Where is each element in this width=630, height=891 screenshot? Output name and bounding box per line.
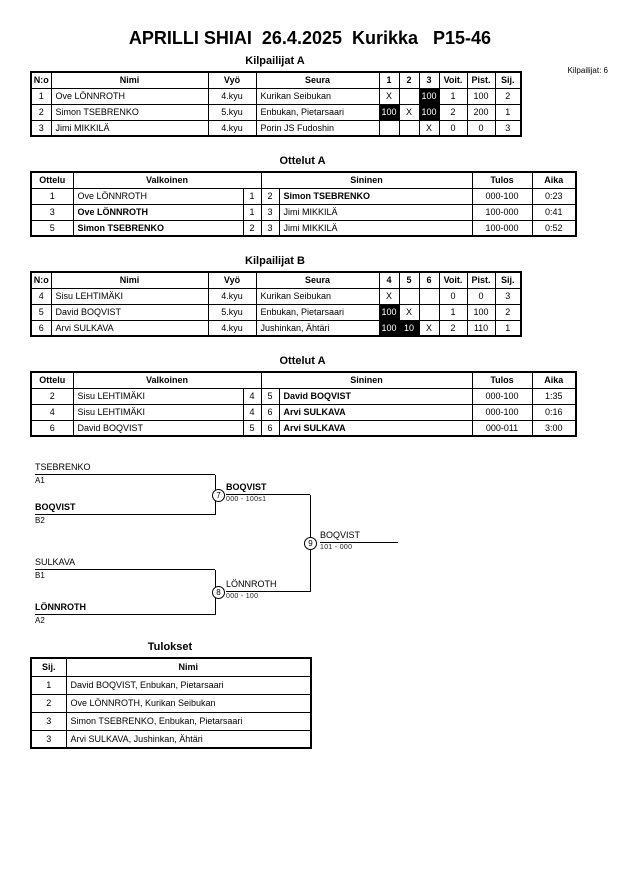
result-cell: [419, 304, 439, 320]
blue-competitor-number: 3: [261, 204, 279, 220]
match-score: 000-011: [472, 420, 532, 436]
pool-b-heading: Kilpailijat B: [245, 255, 305, 267]
place-cell: 1: [495, 104, 521, 120]
bracket-slot-seed: A1: [35, 476, 45, 485]
bracket-score: 101 - 000: [320, 544, 353, 551]
result-row: [31, 730, 311, 748]
bracket-match-number-9: 9: [304, 537, 317, 550]
match-score: 100-000: [472, 204, 532, 220]
result-name: David BOQVIST, Enbukan, Pietarsaari: [66, 676, 311, 694]
col-header-points: Pist.: [467, 272, 495, 288]
wins-cell: 2: [439, 104, 467, 120]
competitor-name: Ove LÖNNROTH: [51, 88, 208, 104]
blue-competitor-name: Arvi SULKAVA: [279, 420, 472, 436]
col-header-name: Nimi: [51, 272, 208, 288]
place-cell: 3: [495, 288, 521, 304]
match-score: 000-100: [472, 388, 532, 404]
match-score: 100-000: [472, 220, 532, 236]
bracket-slot-seed: B2: [35, 516, 45, 525]
bracket-slot-seed: B1: [35, 571, 45, 580]
competitor-number: 3: [31, 120, 51, 136]
col-header-r2: 5: [399, 272, 419, 288]
col-header-time: Aika: [532, 372, 576, 388]
competitor-club: Kurikan Seibukan: [256, 288, 379, 304]
competitor-row: [31, 104, 521, 120]
bracket-slot-name: TSEBRENKO: [35, 462, 215, 475]
white-competitor-name: David BOQVIST: [73, 420, 243, 436]
matches-a-heading: Ottelut A: [279, 155, 326, 167]
col-header-white: Valkoinen: [73, 372, 261, 388]
match-row: [31, 220, 576, 236]
result-cell: [399, 120, 419, 136]
bracket-winner-name: LÖNNROTH: [226, 579, 310, 592]
white-competitor-name: Ove LÖNNROTH: [73, 188, 243, 204]
match-score: 000-100: [472, 404, 532, 420]
result-cell: 100: [379, 320, 399, 336]
matches-b-header-row: [31, 372, 576, 388]
wins-cell: 2: [439, 320, 467, 336]
competitor-row: [31, 88, 521, 104]
pool-a-header-row: [31, 72, 521, 88]
match-row: [31, 388, 576, 404]
match-number: 3: [31, 204, 73, 220]
col-header-r1: 1: [379, 72, 399, 88]
result-cell: [399, 288, 419, 304]
competitor-club: Jushinkan, Ähtäri: [256, 320, 379, 336]
white-competitor-name: Simon TSEBRENKO: [73, 220, 243, 236]
results-header-row: [31, 658, 311, 676]
result-cell: X: [399, 304, 419, 320]
pool-b-table: [30, 271, 522, 337]
wins-cell: 1: [439, 88, 467, 104]
result-cell: 10: [399, 320, 419, 336]
result-cell: 100: [419, 88, 439, 104]
col-header-blue: Sininen: [261, 372, 472, 388]
result-cell: 100: [379, 104, 399, 120]
result-name: Arvi SULKAVA, Jushinkan, Ähtäri: [66, 730, 311, 748]
match-number: 1: [31, 188, 73, 204]
competitor-belt: 5.kyu: [208, 104, 256, 120]
wins-cell: 1: [439, 304, 467, 320]
result-place: 2: [31, 694, 66, 712]
pool-a-table: [30, 71, 522, 137]
bracket-slot-name: LÖNNROTH: [35, 602, 215, 615]
result-cell: [379, 120, 399, 136]
bracket-winner-name: BOQVIST: [226, 482, 310, 495]
match-time: 0:16: [532, 404, 576, 420]
competitor-name: Arvi SULKAVA: [51, 320, 208, 336]
result-cell: 100: [419, 104, 439, 120]
result-cell: X: [379, 288, 399, 304]
white-competitor-number: 1: [243, 204, 261, 220]
place-cell: 2: [495, 88, 521, 104]
col-header-score: Tulos: [472, 372, 532, 388]
blue-competitor-name: David BOQVIST: [279, 388, 472, 404]
col-header-r1: 4: [379, 272, 399, 288]
col-header-blue: Sininen: [261, 172, 472, 188]
blue-competitor-number: 5: [261, 388, 279, 404]
wins-cell: 0: [439, 288, 467, 304]
col-header-club: Seura: [256, 272, 379, 288]
bracket-node-8: [226, 579, 310, 600]
points-cell: 0: [467, 288, 495, 304]
matches-a-table: [30, 171, 577, 237]
points-cell: 100: [467, 304, 495, 320]
place-cell: 2: [495, 304, 521, 320]
match-number: 6: [31, 420, 73, 436]
competitor-row: [31, 288, 521, 304]
white-competitor-number: 5: [243, 420, 261, 436]
match-number: 4: [31, 404, 73, 420]
match-time: 3:00: [532, 420, 576, 436]
pool-b-header-row: [31, 272, 521, 288]
competitor-name: Jimi MIKKILÄ: [51, 120, 208, 136]
white-competitor-name: Sisu LEHTIMÄKI: [73, 388, 243, 404]
result-place: 3: [31, 712, 66, 730]
competitor-belt: 4.kyu: [208, 288, 256, 304]
col-header-club: Seura: [256, 72, 379, 88]
col-header-no: N:o: [31, 72, 51, 88]
page-title: APRILLI SHIAI 26.4.2025 Kurikka P15-46: [128, 28, 492, 48]
competitor-belt: 4.kyu: [208, 120, 256, 136]
blue-competitor-name: Jimi MIKKILÄ: [279, 204, 472, 220]
white-competitor-name: Ove LÖNNROTH: [73, 204, 243, 220]
points-cell: 100: [467, 88, 495, 104]
result-cell: [419, 288, 439, 304]
result-name: Simon TSEBRENKO, Enbukan, Pietarsaari: [66, 712, 311, 730]
result-cell: X: [419, 120, 439, 136]
competitor-club: Kurikan Seibukan: [256, 88, 379, 104]
competitor-name: Sisu LEHTIMÄKI: [51, 288, 208, 304]
result-place: 1: [31, 676, 66, 694]
bracket-winner-name: BOQVIST: [320, 530, 398, 543]
white-competitor-number: 2: [243, 220, 261, 236]
wins-cell: 0: [439, 120, 467, 136]
white-competitor-number: 1: [243, 188, 261, 204]
result-row: [31, 694, 311, 712]
result-name: Ove LÖNNROTH, Kurikan Seibukan: [66, 694, 311, 712]
competitor-club: Porin JS Fudoshin: [256, 120, 379, 136]
competitor-row: [31, 320, 521, 336]
col-header-score: Tulos: [472, 172, 532, 188]
col-header-place: Sij.: [495, 72, 521, 88]
bracket-match-number-8: 8: [212, 586, 225, 599]
result-cell: X: [379, 88, 399, 104]
result-cell: [399, 88, 419, 104]
bracket-score: 000 - 100: [226, 593, 259, 600]
competitor-number: 1: [31, 88, 51, 104]
col-header-name: Nimi: [66, 658, 311, 676]
place-cell: 3: [495, 120, 521, 136]
result-cell: X: [399, 104, 419, 120]
match-time: 0:52: [532, 220, 576, 236]
col-header-r3: 6: [419, 272, 439, 288]
col-header-name: Nimi: [51, 72, 208, 88]
points-cell: 200: [467, 104, 495, 120]
competitor-number: 4: [31, 288, 51, 304]
col-header-white: Valkoinen: [73, 172, 261, 188]
pool-a-heading: Kilpailijat A: [245, 55, 305, 67]
match-score: 000-100: [472, 188, 532, 204]
match-row: [31, 420, 576, 436]
result-row: [31, 676, 311, 694]
bracket-slot-name: BOQVIST: [35, 502, 215, 515]
bracket-node-9: [320, 530, 398, 551]
competitor-belt: 5.kyu: [208, 304, 256, 320]
match-time: 1:35: [532, 388, 576, 404]
col-header-belt: Vyö: [208, 272, 256, 288]
blue-competitor-number: 3: [261, 220, 279, 236]
competitor-belt: 4.kyu: [208, 320, 256, 336]
results-table: [30, 657, 312, 749]
competitor-row: [31, 120, 521, 136]
bracket-slot-name: SULKAVA: [35, 557, 215, 570]
competitor-name: Simon TSEBRENKO: [51, 104, 208, 120]
col-header-belt: Vyö: [208, 72, 256, 88]
competitor-name: David BOQVIST: [51, 304, 208, 320]
white-competitor-name: Sisu LEHTIMÄKI: [73, 404, 243, 420]
result-place: 3: [31, 730, 66, 748]
match-number: 5: [31, 220, 73, 236]
competitor-club: Enbukan, Pietarsaari: [256, 104, 379, 120]
final-bracket: [30, 457, 600, 637]
results-heading: Tulokset: [147, 641, 193, 653]
competitor-number: 6: [31, 320, 51, 336]
col-header-points: Pist.: [467, 72, 495, 88]
bracket-score: 000 - 100s1: [226, 496, 267, 503]
bracket-slot-b1: [35, 557, 215, 580]
match-row: [31, 404, 576, 420]
col-header-place: Sij.: [31, 658, 66, 676]
competitor-belt: 4.kyu: [208, 88, 256, 104]
competitor-number: 2: [31, 104, 51, 120]
blue-competitor-name: Arvi SULKAVA: [279, 404, 472, 420]
col-header-time: Aika: [532, 172, 576, 188]
col-header-match: Ottelu: [31, 172, 73, 188]
competitor-number: 5: [31, 304, 51, 320]
points-cell: 0: [467, 120, 495, 136]
col-header-wins: Voit.: [439, 272, 467, 288]
blue-competitor-name: Jimi MIKKILÄ: [279, 220, 472, 236]
competitor-club: Enbukan, Pietarsaari: [256, 304, 379, 320]
bracket-match-number-7: 7: [212, 489, 225, 502]
bracket-slot-a1: [35, 462, 215, 485]
bracket-slot-seed: A2: [35, 616, 45, 625]
blue-competitor-number: 6: [261, 420, 279, 436]
col-header-r3: 3: [419, 72, 439, 88]
matches-a-header-row: [31, 172, 576, 188]
participants-count-note: Kilpailijat: 6: [567, 66, 608, 75]
match-row: [31, 204, 576, 220]
competitor-row: [31, 304, 521, 320]
result-cell: X: [419, 320, 439, 336]
col-header-wins: Voit.: [439, 72, 467, 88]
matches-b-table: [30, 371, 577, 437]
blue-competitor-name: Simon TSEBRENKO: [279, 188, 472, 204]
col-header-no: N:o: [31, 272, 51, 288]
matches-b-heading: Ottelut A: [279, 355, 326, 367]
match-row: [31, 188, 576, 204]
result-row: [31, 712, 311, 730]
bracket-node-7: [226, 482, 310, 503]
white-competitor-number: 4: [243, 388, 261, 404]
white-competitor-number: 4: [243, 404, 261, 420]
bracket-slot-a2: [35, 602, 215, 625]
col-header-match: Ottelu: [31, 372, 73, 388]
match-time: 0:23: [532, 188, 576, 204]
match-time: 0:41: [532, 204, 576, 220]
blue-competitor-number: 2: [261, 188, 279, 204]
blue-competitor-number: 6: [261, 404, 279, 420]
points-cell: 110: [467, 320, 495, 336]
bracket-slot-b2: [35, 502, 215, 525]
col-header-r2: 2: [399, 72, 419, 88]
match-number: 2: [31, 388, 73, 404]
col-header-place: Sij.: [495, 272, 521, 288]
result-cell: 100: [379, 304, 399, 320]
place-cell: 1: [495, 320, 521, 336]
